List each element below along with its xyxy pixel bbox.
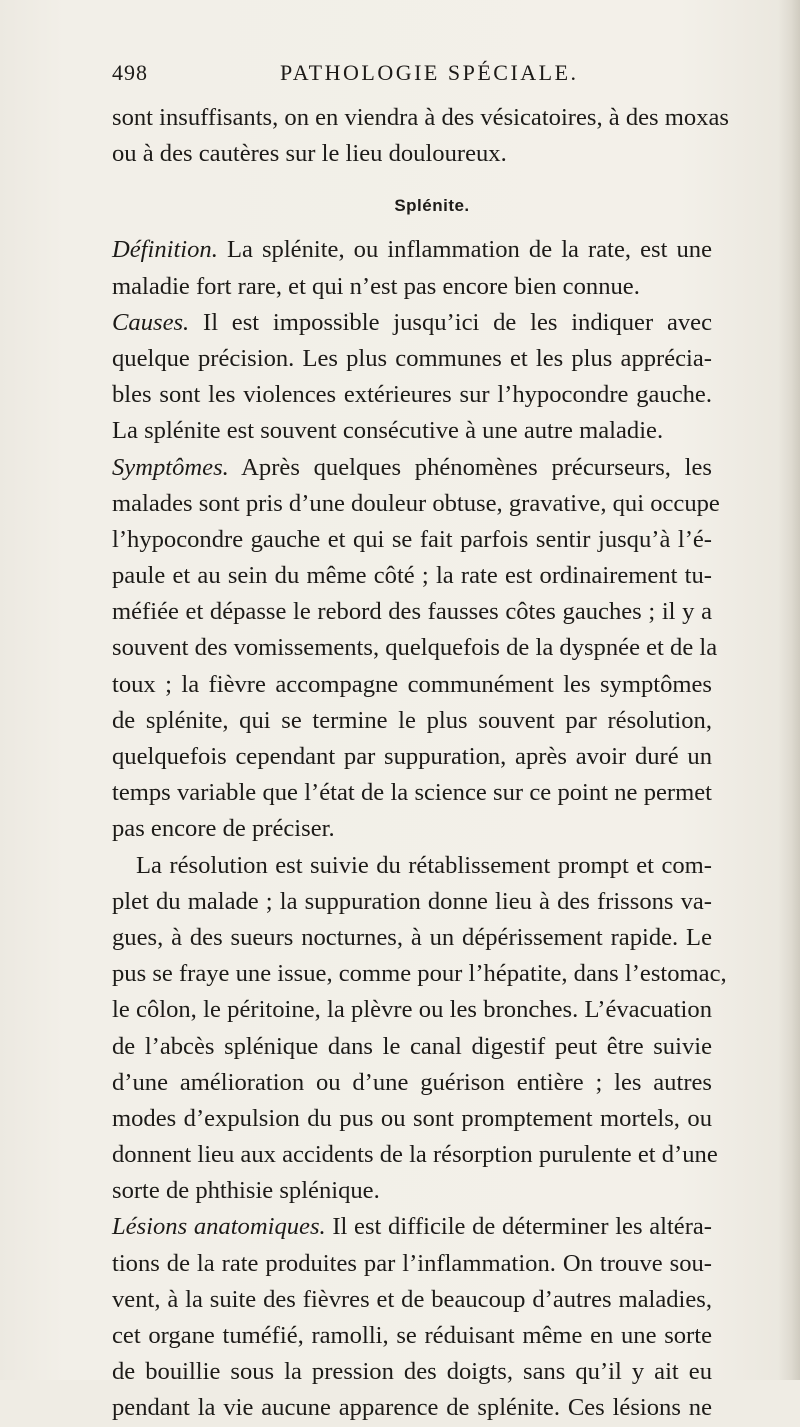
text-line: de l’abcès splénique dans le canal digestif peut être suivie: [112, 1032, 712, 1060]
text-line: Symptômes. Après quelques phénomènes précurseurs, les: [112, 453, 712, 481]
text-line: de bouillie sous la pression des doigts, sans qu’il y ait eu: [112, 1358, 712, 1386]
text-line: ou à des cautères sur le lieu douloureux.: [112, 140, 507, 168]
page-edge-shadow: [778, 0, 800, 1380]
text-line: bles sont les violences extérieures sur l’hypocondre gauche.: [112, 381, 712, 409]
text-line: sorte de phthisie splénique.: [112, 1177, 380, 1205]
text-line: toux ; la fièvre accompagne communément les symptômes: [112, 670, 712, 698]
text-line: paule et au sein du même côté ; la rate est ordinairement tu-: [112, 562, 712, 590]
page-header: [112, 60, 702, 90]
text-line: Causes. Il est impossible jusqu’ici de les indiquer avec: [112, 308, 712, 336]
text-line: La splénite est souvent consécutive à une autre maladie.: [112, 417, 664, 445]
text-line: maladie fort rare, et qui n’est pas encore bien connue.: [112, 272, 640, 300]
text-line: d’une amélioration ou d’une guérison entière ; les autres: [112, 1068, 712, 1096]
text-line: sont insuffisants, on en viendra à des vésicatoires, à des moxas: [112, 104, 729, 131]
text-line: le côlon, le péritoine, la plèvre ou les bronches. L’évacuation: [112, 996, 712, 1024]
text-line: malades sont pris d’une douleur obtuse, gravative, qui occupe: [112, 489, 720, 517]
text-line: méfiée et dépasse le rebord des fausses côtes gauches ; il y a: [112, 598, 712, 626]
text-line: Définition. La splénite, ou inflammation de la rate, est une: [112, 236, 712, 264]
text-line: temps variable que l’état de la science sur ce point ne permet: [112, 779, 712, 807]
section-title: Splénite.: [394, 196, 470, 216]
text-line: cet organe tuméfié, ramolli, se réduisant même en une sorte: [112, 1322, 712, 1349]
paragraph-heading: Symptômes.: [112, 453, 229, 481]
text-line: pus se fraye une issue, comme pour l’hépatite, dans l’estomac,: [112, 960, 727, 988]
text-line: souvent des vomissements, quelquefois de la dyspnée et de la: [112, 634, 718, 662]
text-line: pendant la vie aucune apparence de splénite. Ces lésions ne: [112, 1394, 712, 1422]
text-line: Lésions anatomiques. Il est difficile de déterminer les altéra-: [112, 1213, 712, 1241]
text-line: vent, à la suite des fièvres et de beaucoup d’autres maladies,: [112, 1285, 712, 1313]
text-line: tions de la rate produites par l’inflammation. On trouve sou-: [112, 1249, 712, 1277]
text-line: l’hypocondre gauche et qui se fait parfois sentir jusqu’à l’é-: [112, 525, 712, 553]
text-line: plet du malade ; la suppuration donne lieu à des frissons va-: [112, 887, 712, 915]
paragraph-heading: Définition.: [112, 236, 218, 264]
text-line: quelque précision. Les plus communes et les plus apprécia-: [112, 344, 712, 372]
text-line: modes d’expulsion du pus ou sont promptement mortels, ou: [112, 1104, 712, 1132]
text-line: La résolution est suivie du rétablissement prompt et com-: [136, 851, 712, 879]
text-line: gues, à des sueurs nocturnes, à un dépérissement rapide. Le: [112, 923, 712, 951]
paragraph-heading: Causes.: [112, 308, 190, 336]
page-number: 498: [112, 60, 148, 85]
text-line: quelquefois cependant par suppuration, après avoir duré un: [112, 743, 712, 770]
running-head: PATHOLOGIE SPÉCIALE.: [280, 60, 579, 85]
text-line: de splénite, qui se termine le plus souvent par résolution,: [112, 706, 712, 734]
text-line: pas encore de préciser.: [112, 815, 335, 843]
text-line: donnent lieu aux accidents de la résorption purulente et d’une: [112, 1141, 718, 1169]
paragraph-heading: Lésions anatomiques.: [112, 1213, 326, 1241]
body-text: [112, 100, 729, 1427]
